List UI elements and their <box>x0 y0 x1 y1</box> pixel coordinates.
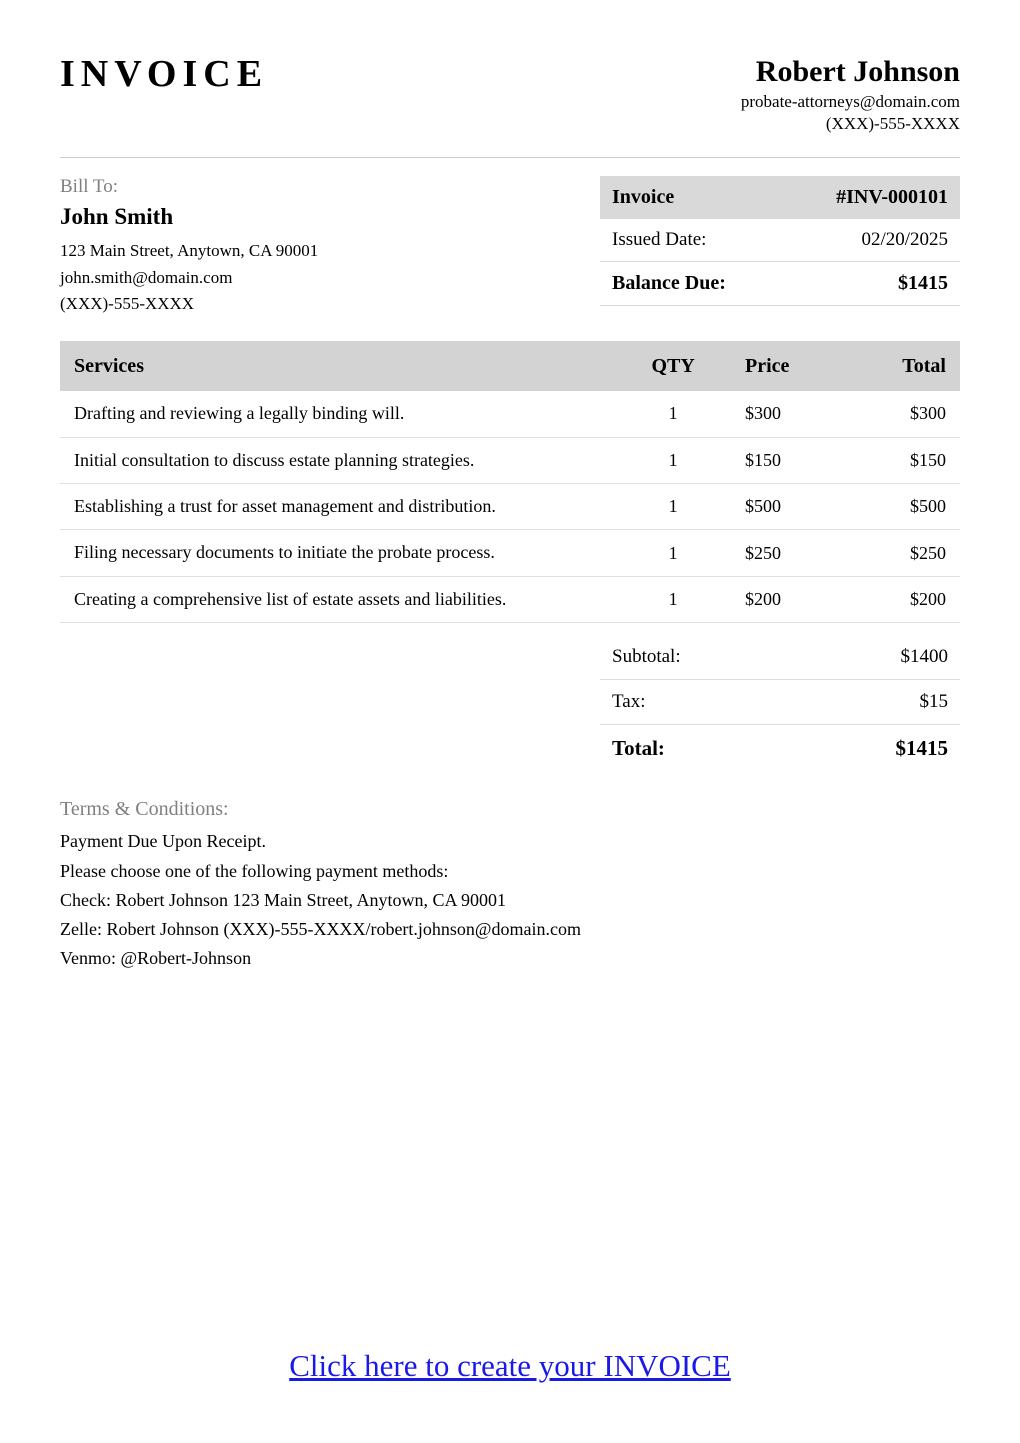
bill-to-label: Bill To: <box>60 176 118 198</box>
summary-issued-label: Issued Date: <box>600 219 781 262</box>
info-row <box>60 176 960 317</box>
row-total: $150 <box>888 437 960 483</box>
vendor-email: probate-attorneys@domain.com <box>740 92 960 111</box>
row-description: Drafting and reviewing a legally binding will. <box>60 391 619 437</box>
row-price: $200 <box>727 576 888 622</box>
row-qty: 1 <box>619 576 727 622</box>
invoice-header <box>60 40 960 135</box>
summary-invoice-number: #INV-000101 <box>781 176 960 219</box>
tax-row <box>600 680 960 725</box>
row-total: $200 <box>888 576 960 622</box>
grand-total-row <box>600 725 960 773</box>
grand-total-value: $1415 <box>895 736 948 761</box>
row-total: $500 <box>888 484 960 530</box>
bill-to-block <box>60 176 560 317</box>
vendor-phone: (XXX)-555-XXXX <box>825 114 960 134</box>
invoice-summary <box>600 176 960 317</box>
summary-invoice-label: Invoice <box>600 176 781 219</box>
bill-to-email: john.smith@domain.com <box>60 267 233 287</box>
terms-section <box>60 798 960 974</box>
row-total: $250 <box>888 530 960 576</box>
bill-to-phone: (XXX)-555-XXXX <box>60 293 195 313</box>
row-price: $300 <box>727 391 888 437</box>
header-divider <box>60 157 960 158</box>
bill-to-address: 123 Main Street, Anytown, CA 90001 <box>60 241 319 261</box>
summary-invoice-row <box>600 176 960 219</box>
cta-section <box>0 1348 1020 1384</box>
grand-total-label: Total: <box>612 736 665 761</box>
vendor-block <box>741 52 960 135</box>
page-title: INVOICE <box>60 53 269 95</box>
row-price: $250 <box>727 530 888 576</box>
create-invoice-link[interactable]: Click here to create your INVOICE <box>289 1348 731 1383</box>
row-qty: 1 <box>619 484 727 530</box>
row-qty: 1 <box>619 391 727 437</box>
services-header-row <box>60 341 960 391</box>
table-row <box>60 484 960 530</box>
tax-label: Tax: <box>600 680 797 725</box>
subtotal-label: Subtotal: <box>600 635 797 680</box>
services-table <box>60 341 960 623</box>
summary-balance-value: $1415 <box>781 262 960 306</box>
vendor-name: Robert Johnson <box>755 55 960 88</box>
table-row <box>60 391 960 437</box>
bill-to-name: John Smith <box>60 204 174 230</box>
summary-issued-value: 02/20/2025 <box>781 219 960 262</box>
column-header-price: Price <box>727 341 888 391</box>
table-row <box>60 576 960 622</box>
row-qty: 1 <box>619 437 727 483</box>
row-description: Establishing a trust for asset management and distribution. <box>60 484 619 530</box>
summary-balance-row <box>600 262 960 306</box>
terms-line: Check: Robert Johnson 123 Main Street, Anytown, CA 90001 <box>60 889 506 910</box>
tax-value: $15 <box>797 680 960 725</box>
subtotal-row <box>600 635 960 680</box>
row-description: Filing necessary documents to initiate the probate process. <box>60 530 619 576</box>
column-header-total: Total <box>888 341 960 391</box>
terms-line: Venmo: @Robert-Johnson <box>60 948 252 969</box>
row-qty: 1 <box>619 530 727 576</box>
row-total: $300 <box>888 391 960 437</box>
column-header-services: Services <box>60 341 619 391</box>
summary-issued-row <box>600 219 960 262</box>
terms-line: Please choose one of the following payment methods: <box>60 860 449 881</box>
summary-balance-label: Balance Due: <box>600 262 781 306</box>
row-description: Creating a comprehensive list of estate assets and liabilities. <box>60 576 619 622</box>
terms-line: Zelle: Robert Johnson (XXX)-555-XXXX/robert.johnson@domain.com <box>60 919 581 940</box>
row-description: Initial consultation to discuss estate planning strategies. <box>60 437 619 483</box>
table-row <box>60 437 960 483</box>
row-price: $150 <box>727 437 888 483</box>
totals-section <box>60 635 960 772</box>
column-header-qty: QTY <box>619 341 727 391</box>
terms-title: Terms & Conditions: <box>60 798 229 821</box>
row-price: $500 <box>727 484 888 530</box>
subtotal-value: $1400 <box>797 635 960 680</box>
table-row <box>60 530 960 576</box>
terms-line: Payment Due Upon Receipt. <box>60 831 266 852</box>
